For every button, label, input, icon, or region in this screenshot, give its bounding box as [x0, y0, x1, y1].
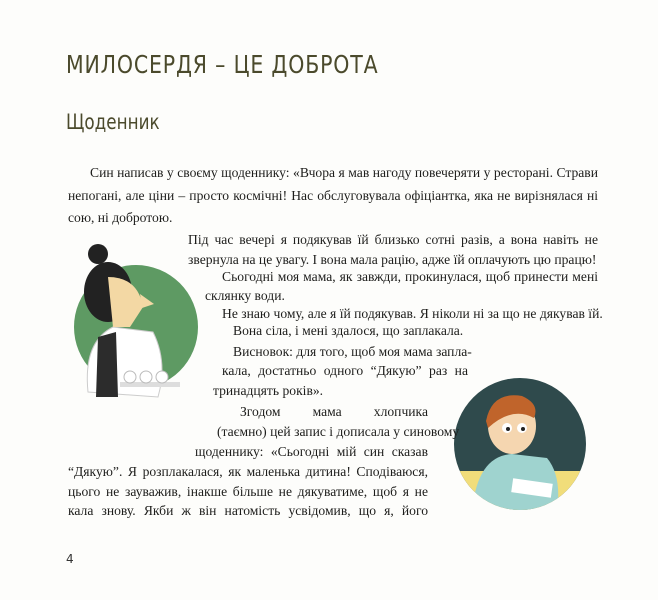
paragraph-line: цього не зауважив, інакше більше не дякуватиме, щоб я не	[68, 484, 428, 499]
page-title: МИЛОСЕРДЯ – ЦЕ ДОБРОТА	[66, 50, 379, 79]
paragraph-line: “Дякую”. Я розплакалася, як маленька дитина! Сподіваюся,	[68, 464, 428, 479]
paragraph-line: Висновок: для того, щоб моя мама запла-	[233, 344, 472, 359]
paragraph-line: Сьогодні моя мама, як завжди, прокинулася, щоб принести мені	[222, 269, 598, 284]
paragraph-line: непогані, але ціни – просто космічні! Нас обслуговувала офіціантка, яка не вирізнялася ні	[68, 188, 598, 203]
paragraph-line: Під час вечері я подякував їй близько сотні разів, а вона навіть не	[188, 232, 598, 247]
paragraph-line: Син написав у своєму щоденнику: «Вчора я мав нагоду повечеряти у ресторані. Страви	[90, 165, 598, 180]
paragraph-line: сою, ні добротою.	[68, 210, 173, 225]
paragraph-line: Не знаю чому, але я їй подякував. Я ніколи ні за що не дякував їй.	[222, 306, 603, 321]
waitress-illustration	[58, 232, 198, 412]
paragraph-line: тринадцять років».	[213, 383, 324, 398]
paragraph-line: звернула на це увагу. І вона мала рацію, адже їй оплачують цю працю!	[188, 252, 597, 267]
paragraph-line: кала, достатньо одного “Дякую” раз на	[222, 363, 468, 378]
section-subtitle: Щоденник	[66, 110, 160, 134]
paragraph-line: (таємно) цей запис і дописала у синовому	[217, 424, 460, 439]
paragraph-line: склянку води.	[205, 288, 285, 303]
boy-illustration	[452, 376, 588, 512]
paragraph-line: Вона сіла, і мені здалося, що заплакала.	[233, 323, 464, 338]
paragraph-line: щоденнику: «Сьогодні мій син сказав	[195, 444, 428, 459]
paragraph-line: Згодом мама хлопчика	[240, 404, 428, 419]
paragraph-line: кала знову. Якби ж він натомість усвідомив, що я, його	[68, 503, 428, 518]
page-number: 4	[66, 552, 74, 566]
